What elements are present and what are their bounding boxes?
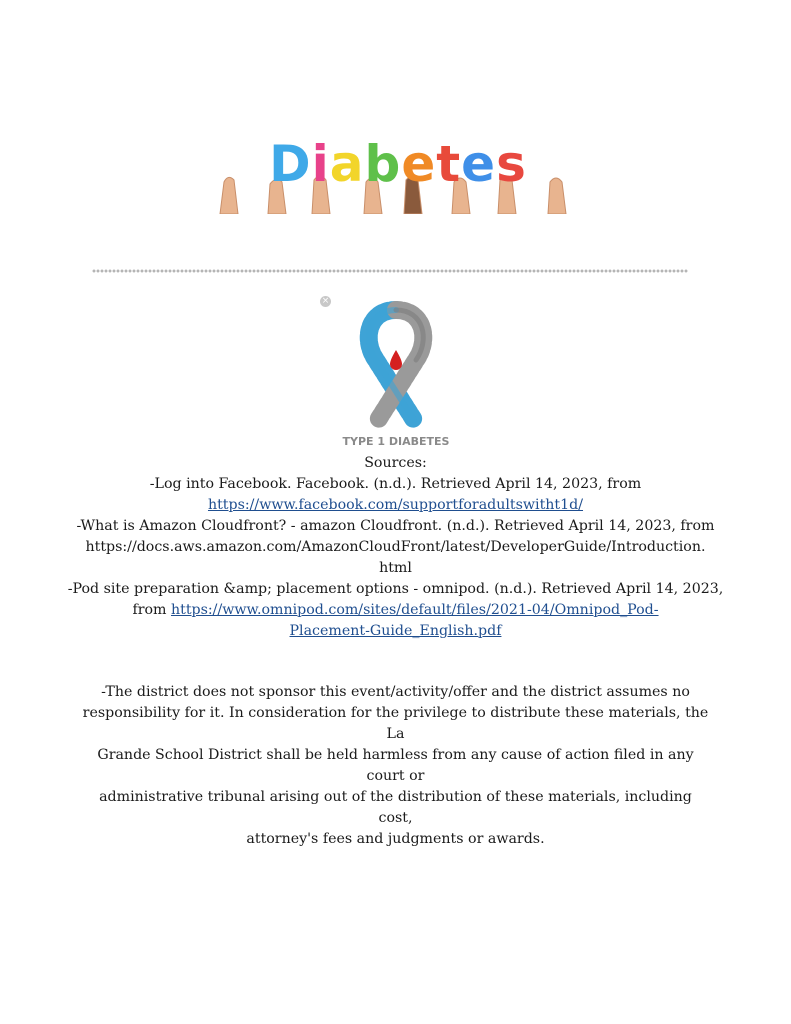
disclaimer-line: -The district does not sponsor this event/activity/offer and the district assumes no — [101, 684, 690, 700]
banner-letter: e — [401, 135, 437, 193]
dotted-divider — [92, 269, 688, 273]
source-entry-3-text: -Pod site preparation &amp; placement options - omnipod. (n.d.). Retrieved April 14, 2023, — [67, 581, 724, 597]
disclaimer-line: attorney's fees and judgments or awards. — [246, 831, 545, 847]
source-entry-3-prefix: from — [132, 602, 171, 618]
source-entry-2-text: -What is Amazon Cloudfront? - amazon Cloudfront. (n.d.). Retrieved April 14, 2023, from — [76, 518, 715, 534]
source-entry-2-url: https://docs.aws.amazon.com/AmazonCloudFront/latest/DeveloperGuide/Introduction. — [85, 539, 706, 555]
banner-letter: D — [269, 135, 312, 193]
source-entry-3-link[interactable]: https://www.omnipod.com/sites/default/files/2021-04/Omnipod_Pod- — [170, 602, 659, 618]
source-entry-2-url-end: html — [379, 560, 412, 576]
banner-letter: a — [329, 135, 365, 193]
close-icon[interactable]: × — [321, 296, 330, 306]
source-entry-3-link-end[interactable]: Placement-Guide_English.pdf — [289, 623, 502, 639]
disclaimer-line: administrative tribunal arising out of the distribution of these materials, including cost, — [99, 789, 692, 826]
source-entry-1-text: -Log into Facebook. Facebook. (n.d.). Retrieved April 14, 2023, from — [149, 476, 642, 492]
banner-letter: e — [461, 135, 497, 193]
banner-letter: i — [311, 135, 330, 193]
banner-letter: s — [496, 135, 527, 193]
sources-section — [60, 453, 731, 642]
awareness-ribbon-icon — [318, 292, 474, 437]
disclaimer-line: Grande School District shall be held harmless from any cause of action filed in any court or — [97, 747, 694, 784]
banner-letter: b — [364, 135, 402, 193]
ribbon-caption: TYPE 1 DIABETES — [342, 435, 450, 448]
sources-heading: Sources: — [364, 455, 427, 471]
source-entry-1-link[interactable]: https://www.facebook.com/supportforadultswitht1d/ — [207, 497, 584, 513]
disclaimer-paragraph — [82, 682, 709, 850]
disclaimer-line: responsibility for it. In consideration for the privilege to distribute these materials, the La — [82, 705, 709, 742]
banner-letter: t — [436, 135, 462, 193]
ribbon-image — [318, 292, 474, 452]
diabetes-banner-image — [208, 130, 588, 214]
banner-word — [208, 135, 588, 193]
blood-drop-icon — [390, 350, 402, 370]
